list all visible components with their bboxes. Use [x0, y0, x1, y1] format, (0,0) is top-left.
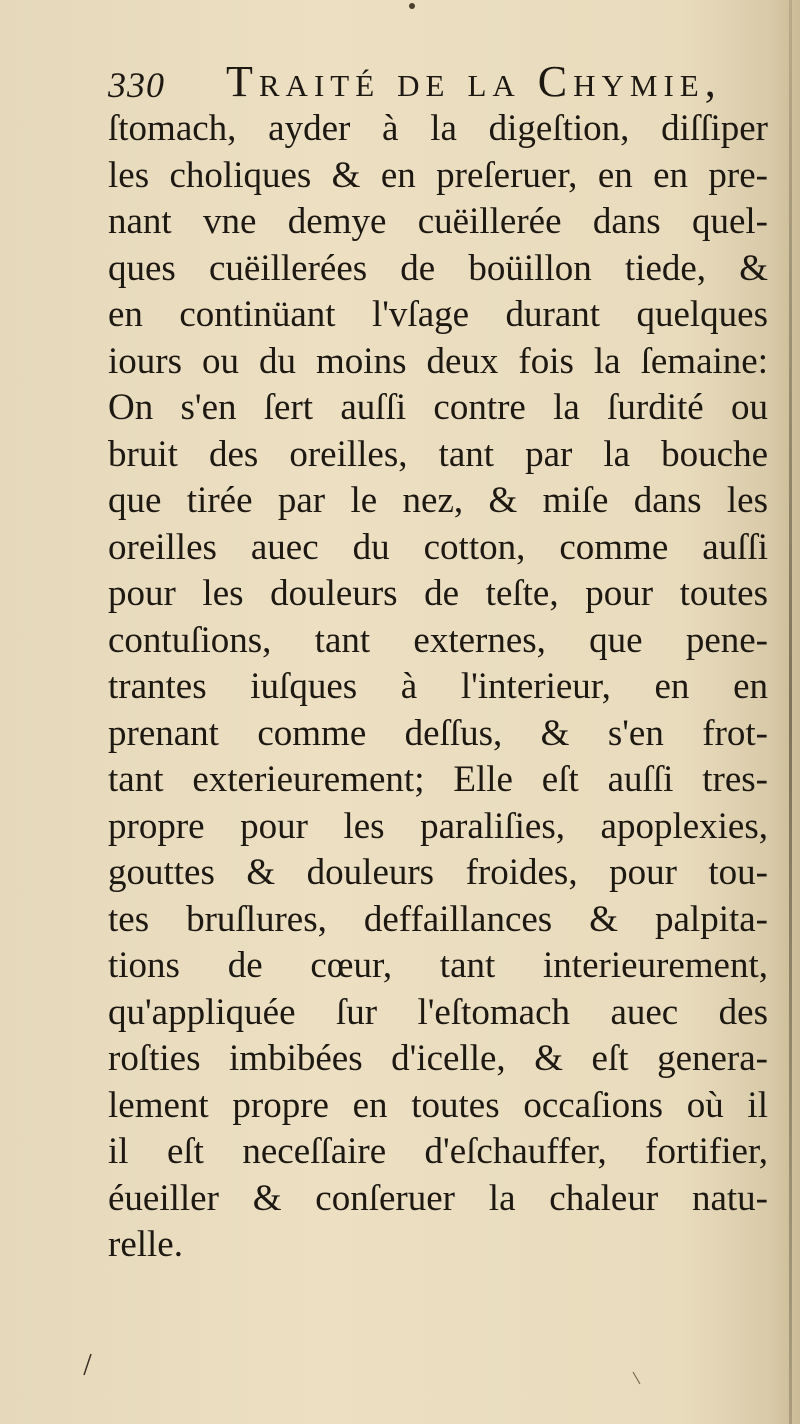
text-line: en continüant l'vſage durant quelques — [108, 294, 768, 335]
text-line: il eſt neceſſaire d'eſchauffer, fortifier, — [108, 1131, 768, 1172]
text-line: ſtomach, ayder à la digeſtion, diſſiper — [108, 108, 768, 149]
text-line: éueiller & conſeruer la chaleur natu- — [108, 1177, 768, 1219]
text-line: iours ou du moins deux fois la ſemaine: — [108, 340, 768, 382]
text-line: roſties imbibées d'icelle, & eſt genera- — [108, 1038, 768, 1079]
text-line: oreilles auec du cotton, comme auſſi — [108, 526, 768, 568]
text-line: gouttes & douleurs froides, pour tou- — [108, 852, 768, 893]
text-line: qu'appliquée ſur l'eſtomach auec des — [108, 991, 768, 1033]
text-line: tant exterieurement; Elle eſt auſſi tres- — [108, 759, 768, 800]
text-line: On s'en ſert auſſi contre la ſurdité ou — [108, 387, 768, 428]
text-line: tions de cœur, tant interieurement, — [108, 945, 768, 986]
text-line: que tirée par le nez, & miſe dans les — [108, 480, 768, 521]
ink-stroke-mark — [84, 1354, 91, 1375]
running-title: Traité de la Chymie, — [226, 57, 722, 106]
text-line: propre pour les paraliſies, apoplexies, — [108, 805, 768, 847]
text-line: ques cuëillerées de boüillon tiede, & — [108, 247, 768, 289]
text-line: les choliques & en preſeruer, en en pre- — [108, 154, 768, 196]
ink-dot-mark — [409, 3, 415, 9]
ink-stroke-mark — [633, 1372, 640, 1384]
text-line: bruit des oreilles, tant par la bouche — [108, 433, 768, 475]
text-line: prenant comme deſſus, & s'en frot- — [108, 712, 768, 754]
text-line: pour les douleurs de teſte, pour toutes — [108, 573, 768, 614]
text-line: relle. — [108, 1224, 183, 1265]
page-number: 330 — [108, 65, 165, 105]
text-line: tes bruſlures, deffaillances & palpita- — [108, 898, 768, 940]
text-line: trantes iuſques à l'interieur, en en — [108, 666, 768, 707]
text-line: lement propre en toutes occaſions où il — [108, 1084, 768, 1126]
text-line: contuſions, tant externes, que pene- — [108, 619, 768, 661]
text-line: nant vne demye cuëillerée dans quel- — [108, 201, 768, 242]
